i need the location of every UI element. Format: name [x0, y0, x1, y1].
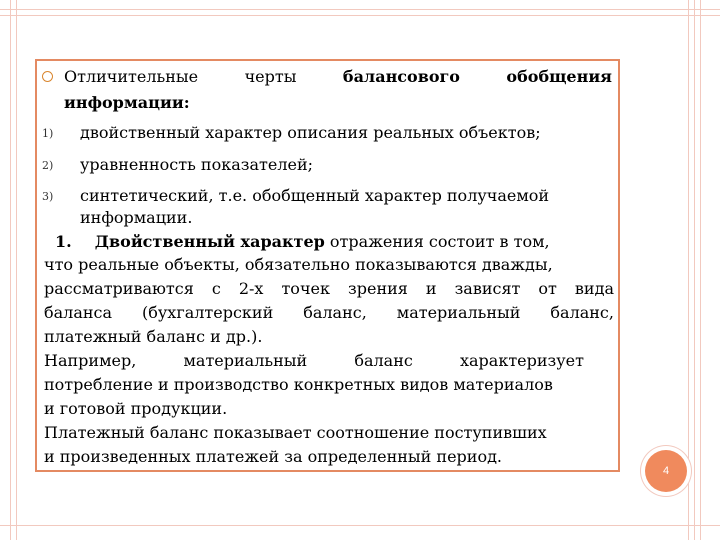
list-item: синтетический, т.е. обобщенный характер получаемой — [80, 186, 550, 205]
paragraph-1-line-5: платежный баланс и др.). — [44, 327, 263, 346]
paragraph-1-line-2: что реальные объекты, обязательно показываются дважды, — [44, 255, 553, 274]
paragraph-1-line-3 — [44, 278, 614, 300]
word: рассматриваются — [44, 279, 194, 298]
word: баланс, — [303, 303, 367, 322]
heading-word: балансового — [342, 67, 460, 86]
word: зрения — [348, 279, 408, 298]
paragraph-text: отражения состоит в том, — [329, 232, 550, 251]
frame-line — [16, 0, 17, 540]
word: зависят — [454, 279, 521, 298]
list-item: уравненность показателей; — [80, 155, 314, 174]
frame-line — [694, 0, 695, 540]
frame-line — [10, 0, 11, 540]
list-marker: 1) — [42, 127, 54, 140]
paragraph-2-line-1 — [44, 350, 584, 372]
heading-line-1 — [64, 66, 612, 88]
list-marker: 3) — [42, 190, 54, 203]
word: вида — [574, 279, 614, 298]
word: материальный — [183, 351, 308, 370]
frame-line — [0, 9, 720, 10]
word: характеризует — [459, 351, 584, 370]
word: и — [425, 279, 437, 298]
word: баланс — [354, 351, 413, 370]
page-number-badge: 4 — [645, 450, 687, 492]
list-item-continuation: информации. — [80, 208, 193, 227]
word: материальный — [396, 303, 521, 322]
frame-line — [688, 0, 689, 540]
heading-word: черты — [244, 67, 297, 86]
word: Например, — [44, 351, 137, 370]
paragraph-2-line-3: и готовой продукции. — [44, 399, 228, 418]
paragraph-2-line-2: потребление и производство конкретных видов материалов — [44, 375, 553, 394]
word: баланса — [44, 303, 113, 322]
paragraph-bold-term: Двойственный характер — [94, 232, 325, 251]
word: от — [538, 279, 557, 298]
heading-line-2: информации: — [64, 93, 190, 112]
paragraph-1-line-1 — [55, 231, 550, 253]
frame-line — [700, 0, 701, 540]
paragraph-number: 1. — [55, 232, 72, 251]
paragraph-1-line-4 — [44, 302, 614, 324]
list-item: двойственный характер описания реальных объектов; — [80, 123, 541, 142]
bullet-circle-icon — [42, 71, 53, 82]
list-marker: 2) — [42, 159, 54, 172]
word: точек — [281, 279, 330, 298]
heading-word: обобщения — [506, 67, 612, 86]
frame-line — [0, 525, 720, 526]
word: 2-х — [238, 279, 264, 298]
word: (бухгалтерский — [142, 303, 274, 322]
paragraph-3-line-2: и произведенных платежей за определенный период. — [44, 447, 503, 466]
frame-line — [0, 15, 720, 16]
paragraph-3-line-1: Платежный баланс показывает соотношение поступивших — [44, 423, 547, 442]
word: с — [211, 279, 221, 298]
heading-word: Отличительные — [64, 67, 199, 86]
word: баланс, — [550, 303, 614, 322]
